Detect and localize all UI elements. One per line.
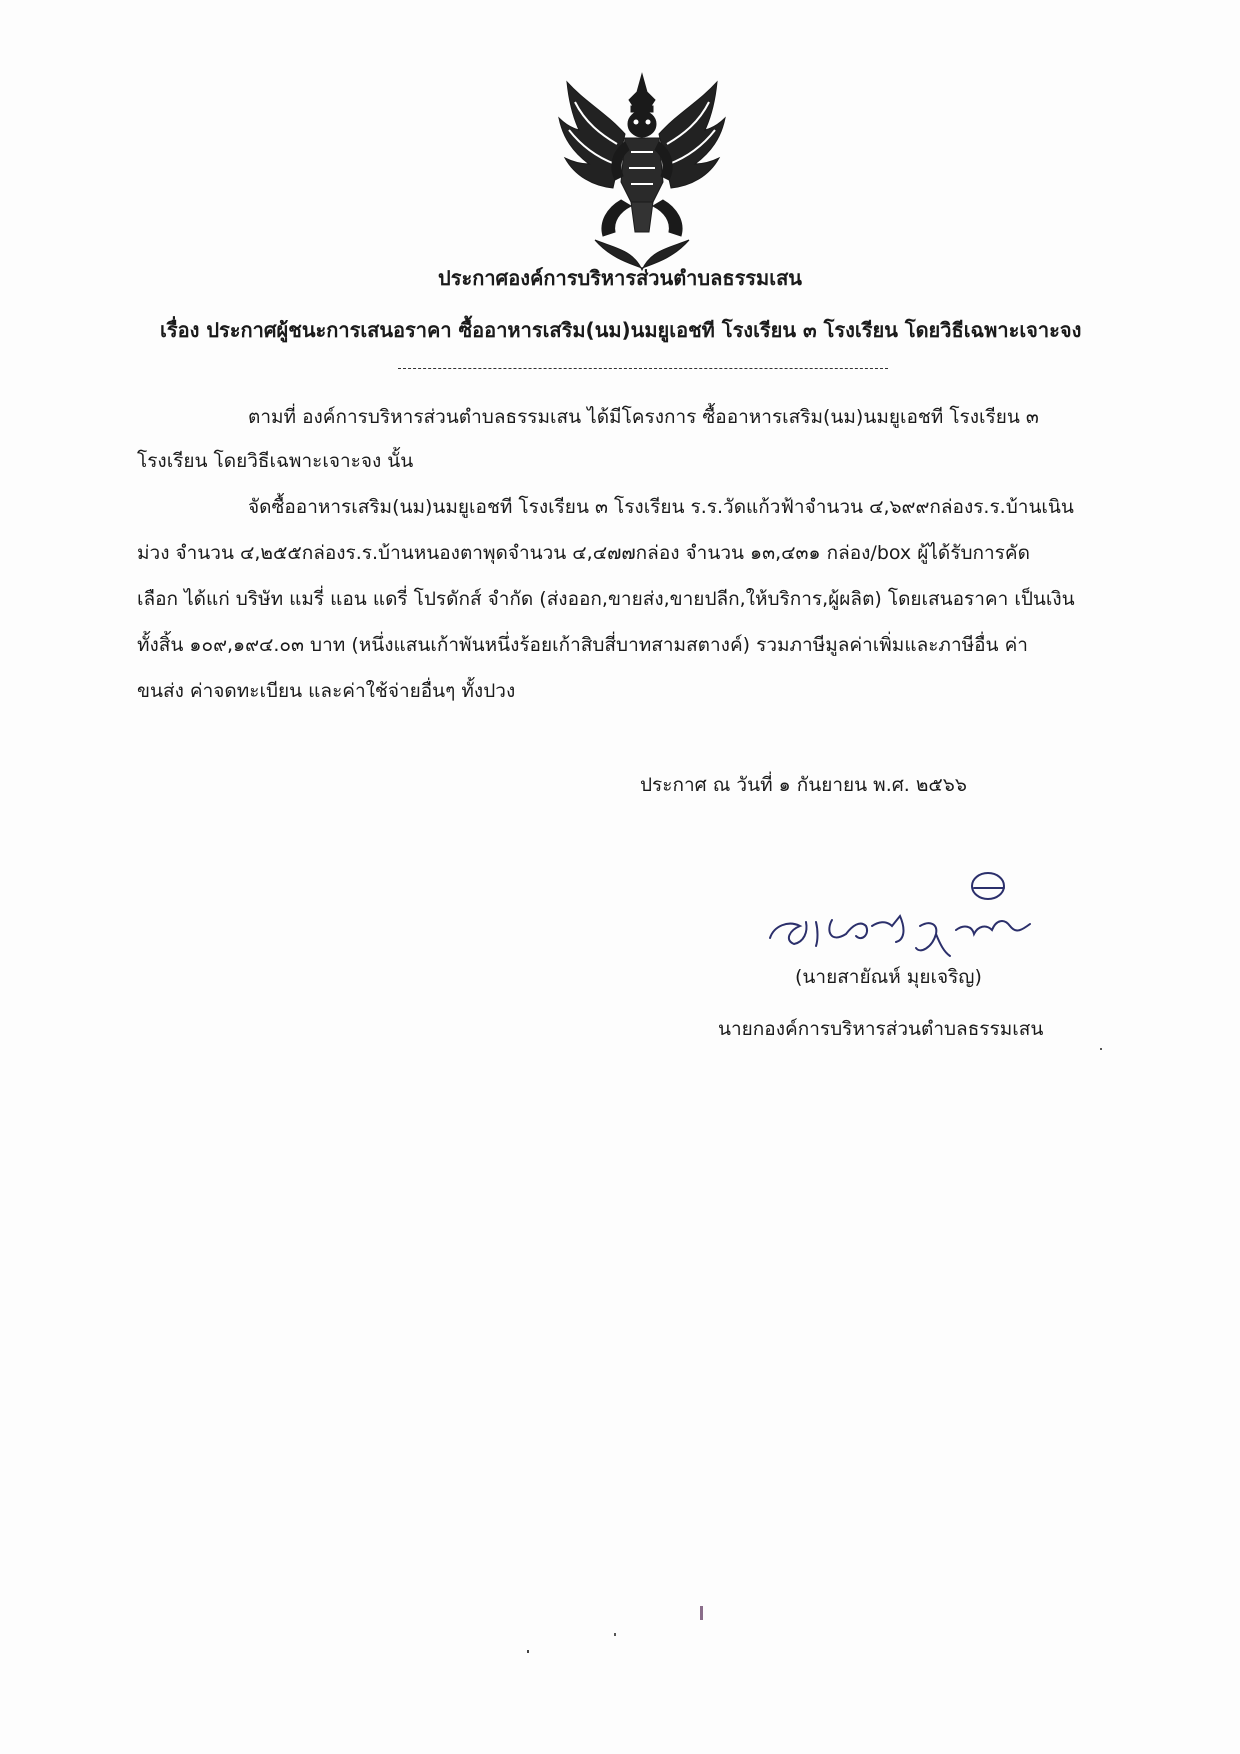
paragraph-1-line-1: ตามที่ องค์การบริหารส่วนตำบลธรรมเสน ได้มีโครงการ ซื้ออาหารเสริม(นม)นมยูเอชที โรงเรียน ๓ bbox=[248, 406, 1039, 428]
scan-speck bbox=[527, 1650, 529, 1653]
title-divider bbox=[398, 368, 888, 369]
paragraph-2-line-5: ขนส่ง ค่าจดทะเบียน และค่าใช้จ่ายอื่นๆ ทั้งปวง bbox=[137, 680, 516, 702]
signer-title: นายกองค์การบริหารส่วนตำบลธรรมเสน bbox=[718, 1018, 1044, 1040]
document-title: ประกาศองค์การบริหารส่วนตำบลธรรมเสน bbox=[438, 266, 802, 290]
scan-speck bbox=[700, 1606, 703, 1620]
paragraph-2-line-4: ทั้งสิ้น ๑๐๙,๑๙๔.๐๓ บาท (หนึ่งแสนเก้าพันหนึ่งร้อยเก้าสิบสี่บาทสามสตางค์) รวมภาษีมูลค่าเพิ่มและภาษีอื่น ค่า bbox=[137, 634, 1028, 656]
paragraph-2-line-2: ม่วง จำนวน ๔,๒๕๕กล่องร.ร.บ้านหนองตาพุดจำนวน ๔,๔๗๗กล่อง จำนวน ๑๓,๔๓๑ กล่อง/box ผู้ได้รับการคัด bbox=[137, 542, 1030, 564]
paragraph-1-line-2: โรงเรียน โดยวิธีเฉพาะเจาะจง นั้น bbox=[137, 450, 414, 472]
announcement-date: ประกาศ ณ วันที่ ๑ กันยายน พ.ศ. ๒๕๖๖ bbox=[640, 774, 967, 796]
document-subject: เรื่อง ประกาศผู้ชนะการเสนอราคา ซื้ออาหารเสริม(นม)นมยูเอชที โรงเรียน ๓ โรงเรียน โดยวิธีเฉพาะเจาะจง bbox=[160, 318, 1082, 342]
paragraph-2-line-1: จัดซื้ออาหารเสริม(นม)นมยูเอชที โรงเรียน ๓ โรงเรียน ร.ร.วัดแก้วฟ้าจำนวน ๔,๖๙๙กล่องร.ร.บ้านเนิน bbox=[248, 496, 1074, 518]
signer-name: (นายสายัณห์ มุยเจริญ) bbox=[795, 966, 982, 988]
scan-speck bbox=[1100, 1048, 1102, 1050]
garuda-emblem-icon bbox=[555, 72, 730, 272]
scan-speck bbox=[614, 1633, 616, 1636]
handwritten-signature-icon bbox=[760, 860, 1060, 960]
paragraph-2-line-3: เลือก ได้แก่ บริษัท แมรี่ แอน แดรี่ โปรดักส์ จำกัด (ส่งออก,ขายส่ง,ขายปลีก,ให้บริการ,ผู้ผลิต) โดยเสนอราคา เป็นเงิน bbox=[137, 588, 1075, 610]
